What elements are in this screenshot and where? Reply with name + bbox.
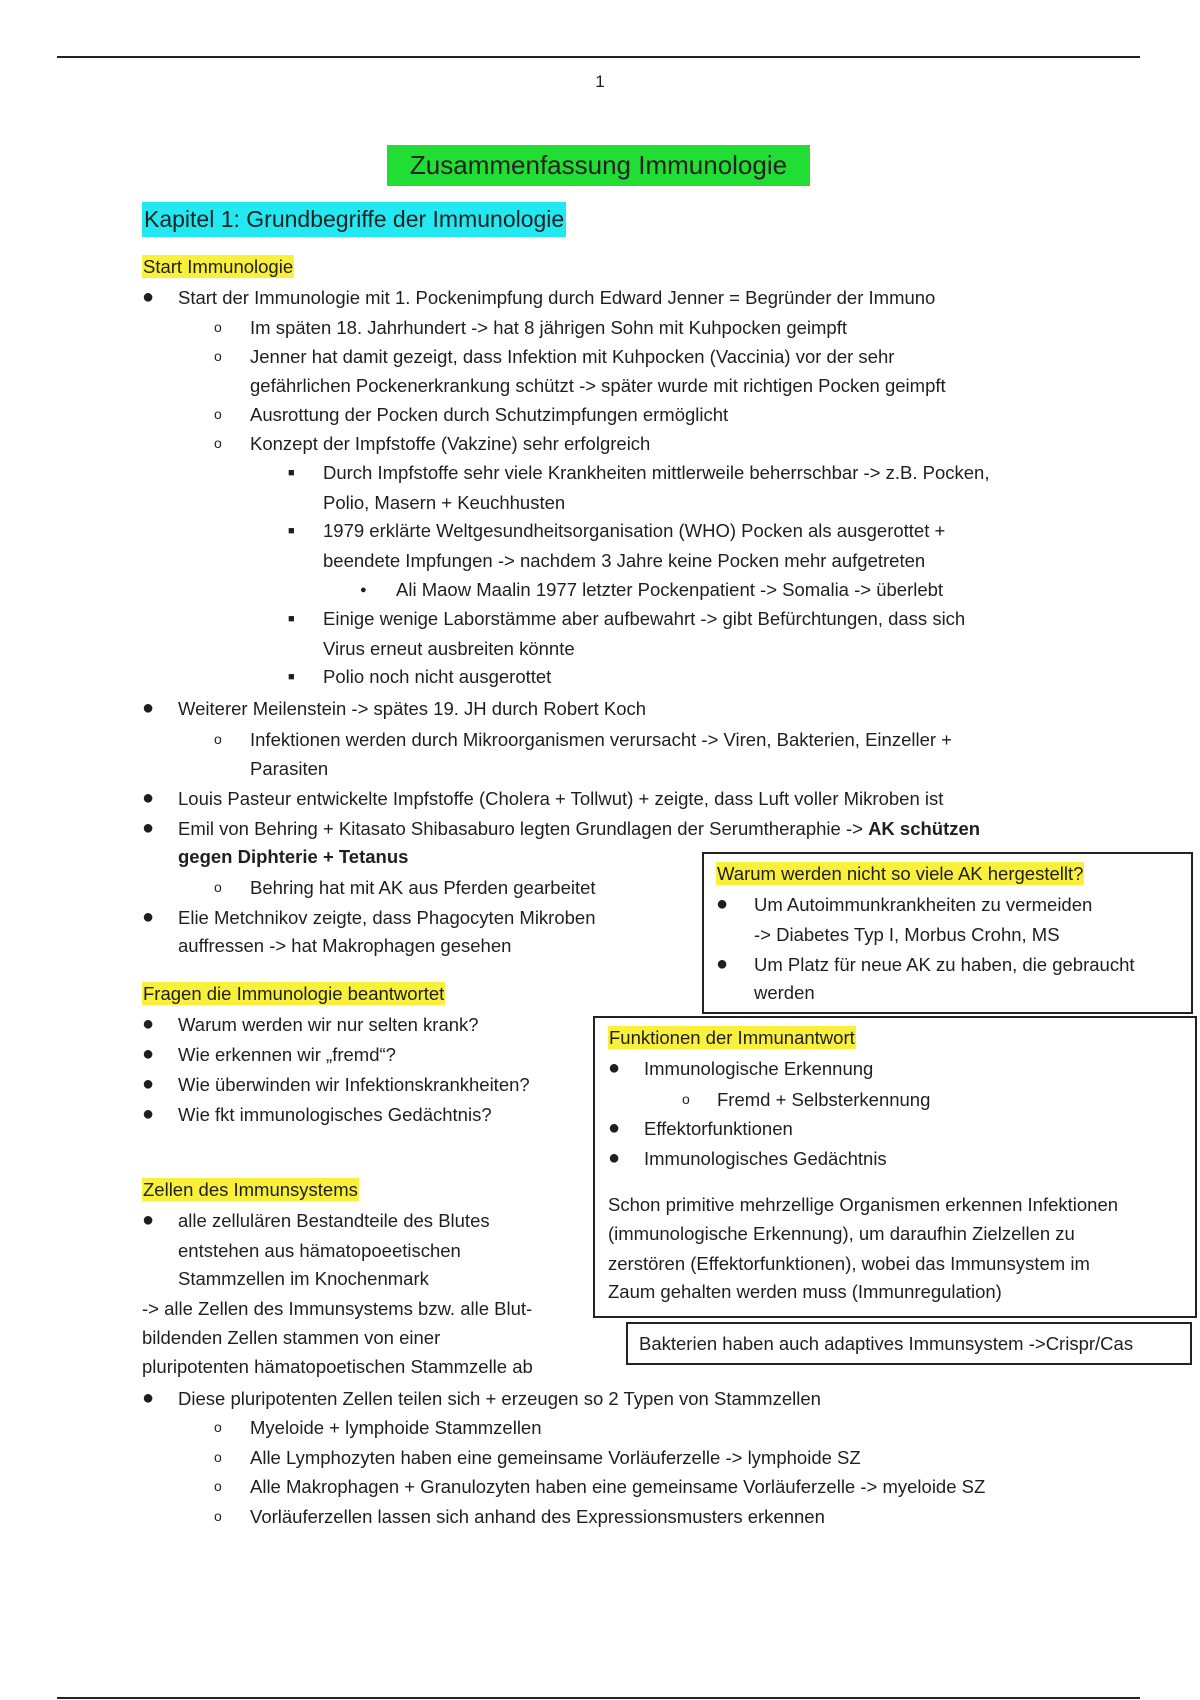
sub-bullet-icon: o xyxy=(214,1449,222,1465)
text-line: Alle Lymphozyten haben eine gemeinsame Vorläuferzelle -> lymphoide SZ xyxy=(250,1447,861,1468)
text-line: Polio noch nicht ausgerottet xyxy=(323,666,552,687)
sub-bullet-icon: o xyxy=(214,731,222,747)
bullet-icon: ● xyxy=(142,1387,155,1409)
text-line: Diese pluripotenten Zellen teilen sich + erzeugen so 2 Typen von Stammzellen xyxy=(178,1388,821,1409)
square-bullet-icon: ■ xyxy=(288,671,295,683)
text-line: Einige wenige Laborstämme aber aufbewahrt -> gibt Befürchtungen, dass sich xyxy=(323,608,966,629)
bullet-icon: ● xyxy=(608,1057,621,1079)
text-line: Louis Pasteur entwickelte Impfstoffe (Cholera + Tollwut) + zeigte, dass Luft voller Mikroben ist xyxy=(178,788,944,809)
bullet-icon: ● xyxy=(142,817,155,839)
text-line: Durch Impfstoffe sehr viele Krankheiten mittlerweile beherrschbar -> z.B. Pocken, xyxy=(323,462,990,483)
text-line: Bakterien haben auch adaptives Immunsystem ->Crispr/Cas xyxy=(639,1333,1134,1354)
dot-bullet-icon: ● xyxy=(360,584,367,596)
text-line: Infektionen werden durch Mikroorganismen verursacht -> Viren, Bakterien, Einzeller + xyxy=(250,729,952,750)
text-line: Parasiten xyxy=(250,758,329,779)
list-item: Wie überwinden wir Infektionskrankheiten? xyxy=(178,1074,530,1095)
text-line: (immunologische Erkennung), um daraufhin Zielzellen zu xyxy=(608,1223,1075,1244)
list-item: Wie erkennen wir „fremd“? xyxy=(178,1044,396,1065)
text-line: Stammzellen im Knochenmark xyxy=(178,1268,429,1289)
section-heading-start: Start Immunologie xyxy=(143,256,294,277)
text-line: -> Diabetes Typ I, Morbus Crohn, MS xyxy=(754,924,1060,945)
top-rule xyxy=(57,56,1140,58)
sub-bullet-icon: o xyxy=(214,1419,222,1435)
text-line: Emil von Behring + Kitasato Shibasaburo legten Grundlagen der Serumtheraphie -> AK schützen xyxy=(178,818,981,839)
bullet-icon: ● xyxy=(716,953,729,975)
page-number: 1 xyxy=(595,72,605,91)
text-line: Jenner hat damit gezeigt, dass Infektion mit Kuhpocken (Vaccinia) vor der sehr xyxy=(250,346,895,367)
text-line: Zaum gehalten werden muss (Immunregulation) xyxy=(608,1281,1002,1302)
text-line: Immunologische Erkennung xyxy=(644,1058,874,1079)
sub-bullet-icon: o xyxy=(214,348,222,364)
text-line: bildenden Zellen stammen von einer xyxy=(142,1327,441,1348)
text-line: Virus erneut ausbreiten könnte xyxy=(323,638,575,659)
text-line: Polio, Masern + Keuchhusten xyxy=(323,492,566,513)
chapter-heading: Kapitel 1: Grundbegriffe der Immunologie xyxy=(142,202,566,237)
text-line: Im späten 18. Jahrhundert -> hat 8 jährigen Sohn mit Kuhpocken geimpft xyxy=(250,317,847,338)
list-item: Wie fkt immunologisches Gedächtnis? xyxy=(178,1104,492,1125)
text-line: gefährlichen Pockenerkrankung schützt -> später wurde mit richtigen Pocken geimpft xyxy=(250,375,946,396)
box-heading: Funktionen der Immunantwort xyxy=(609,1027,855,1048)
bullet-icon: ● xyxy=(142,787,155,809)
text-line: Immunologisches Gedächtnis xyxy=(644,1148,887,1169)
bullet-icon: ● xyxy=(142,1103,155,1125)
section-heading-fragen: Fragen die Immunologie beantwortet xyxy=(143,983,445,1004)
text-line: Um Autoimmunkrankheiten zu vermeiden xyxy=(754,894,1093,915)
text-line: Vorläuferzellen lassen sich anhand des Expressionsmusters erkennen xyxy=(250,1506,825,1527)
text-line: -> alle Zellen des Immunsystems bzw. alle Blut- xyxy=(142,1298,533,1319)
text-line: Start der Immunologie mit 1. Pockenimpfung durch Edward Jenner = Begründer der Immuno xyxy=(178,287,936,308)
square-bullet-icon: ■ xyxy=(288,525,295,537)
bottom-rule xyxy=(57,1697,1140,1699)
text-line: zerstören (Effektorfunktionen), wobei das Immunsystem im xyxy=(608,1253,1090,1274)
square-bullet-icon: ■ xyxy=(288,613,295,625)
text-line: Fremd + Selbsterkennung xyxy=(717,1089,931,1110)
sub-bullet-icon: o xyxy=(214,1478,222,1494)
sub-bullet-icon: o xyxy=(214,435,222,451)
bullet-icon: ● xyxy=(142,1209,155,1231)
bullet-icon: ● xyxy=(608,1147,621,1169)
bullet-icon: ● xyxy=(608,1117,621,1139)
text-line: Ausrottung der Pocken durch Schutzimpfungen ermöglicht xyxy=(250,404,729,425)
text-line: Ali Maow Maalin 1977 letzter Pockenpatient -> Somalia -> überlebt xyxy=(396,579,944,600)
sub-bullet-icon: o xyxy=(214,406,222,422)
sub-bullet-icon: o xyxy=(214,1508,222,1524)
text-line: Behring hat mit AK aus Pferden gearbeitet xyxy=(250,877,596,898)
box-heading: Warum werden nicht so viele AK hergestellt? xyxy=(717,863,1084,884)
text-line: auffressen -> hat Makrophagen gesehen xyxy=(178,935,512,956)
text-line: Elie Metchnikov zeigte, dass Phagocyten Mikroben xyxy=(178,907,596,928)
text-line: pluripotenten hämatopoetischen Stammzelle ab xyxy=(142,1356,533,1377)
section-heading-zellen: Zellen des Immunsystems xyxy=(143,1179,358,1200)
text-line: alle zellulären Bestandteile des Blutes xyxy=(178,1210,490,1231)
bullet-icon: ● xyxy=(142,1073,155,1095)
bullet-icon: ● xyxy=(142,697,155,719)
text-line: werden xyxy=(754,982,815,1003)
text-line: entstehen aus hämatopoeetischen xyxy=(178,1240,461,1261)
text-line: Alle Makrophagen + Granulozyten haben eine gemeinsame Vorläuferzelle -> myeloide SZ xyxy=(250,1476,986,1497)
sub-bullet-icon: o xyxy=(682,1091,690,1107)
bullet-icon: ● xyxy=(716,893,729,915)
list-item: Warum werden wir nur selten krank? xyxy=(178,1014,479,1035)
text-line: Schon primitive mehrzellige Organismen erkennen Infektionen xyxy=(608,1194,1119,1215)
text-line: Myeloide + lymphoide Stammzellen xyxy=(250,1417,542,1438)
sub-bullet-icon: o xyxy=(214,879,222,895)
page-title: Zusammenfassung Immunologie xyxy=(387,145,810,186)
text-line: Weiterer Meilenstein -> spätes 19. JH durch Robert Koch xyxy=(178,698,647,719)
square-bullet-icon: ■ xyxy=(288,467,295,479)
bullet-icon: ● xyxy=(142,1013,155,1035)
text-line: Um Platz für neue AK zu haben, die gebraucht xyxy=(754,954,1135,975)
text-line: Effektorfunktionen xyxy=(644,1118,793,1139)
text-line: Konzept der Impfstoffe (Vakzine) sehr erfolgreich xyxy=(250,433,651,454)
bullet-icon: ● xyxy=(142,906,155,928)
bullet-icon: ● xyxy=(142,286,155,308)
sub-bullet-icon: o xyxy=(214,319,222,335)
bullet-icon: ● xyxy=(142,1043,155,1065)
text-line: beendete Impfungen -> nachdem 3 Jahre keine Pocken mehr aufgetreten xyxy=(323,550,926,571)
text-line: 1979 erklärte Weltgesundheitsorganisation (WHO) Pocken als ausgerottet + xyxy=(323,520,946,541)
text-line: gegen Diphterie + Tetanus xyxy=(178,846,409,867)
